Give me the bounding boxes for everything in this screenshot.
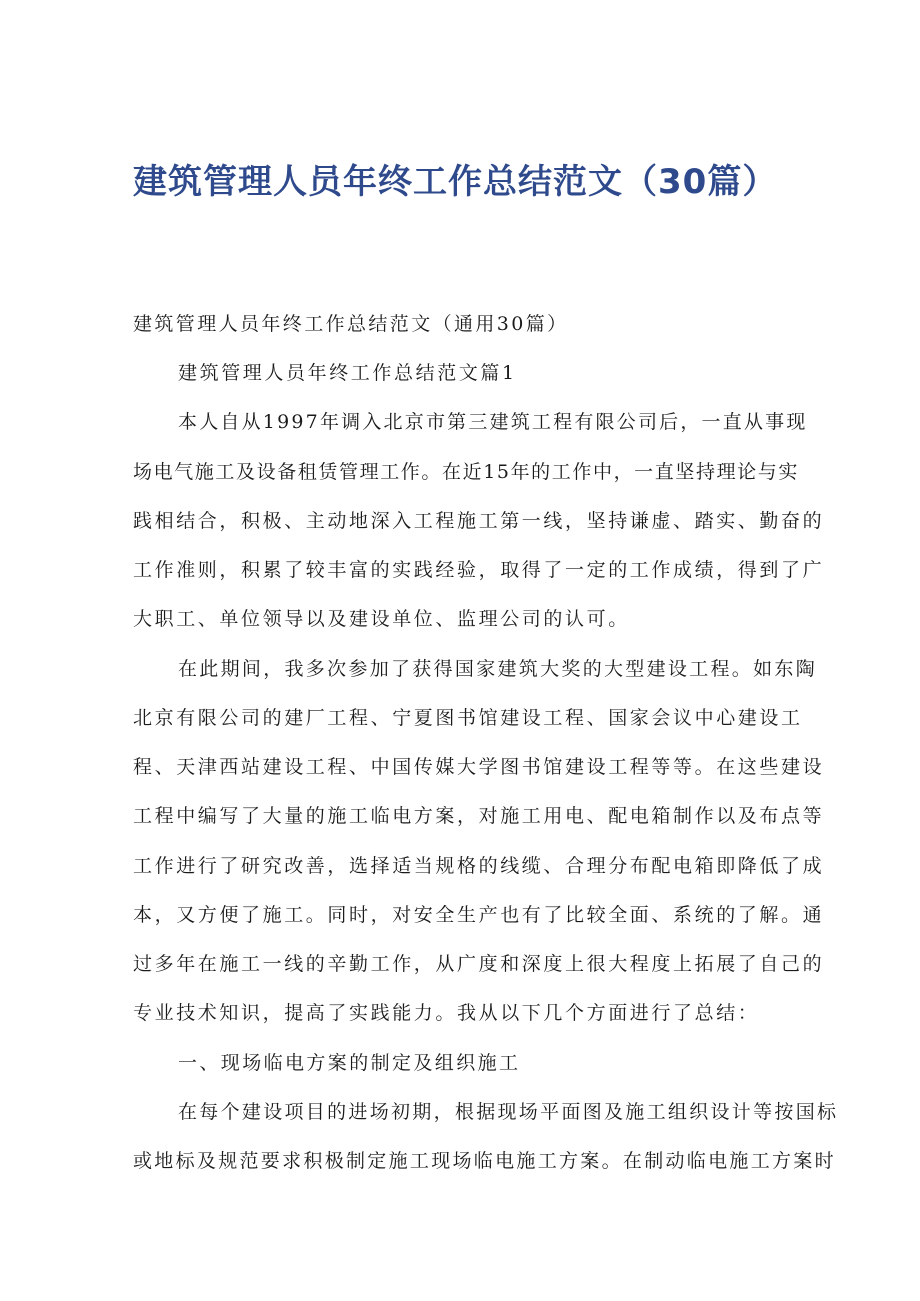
paragraph-line: 过多年在施工一线的辛勤工作，从广度和深度上很大程度上拓展了自己的 — [133, 953, 825, 975]
section-heading: 建筑管理人员年终工作总结范文篇1 — [178, 362, 517, 384]
document-subtitle: 建筑管理人员年终工作总结范文（通用30篇） — [133, 313, 569, 335]
paragraph-line: 工作准则，积累了较丰富的实践经验，取得了一定的工作成绩，得到了广 — [133, 559, 825, 581]
paragraph-line: 大职工、单位领导以及建设单位、监理公司的认可。 — [133, 608, 630, 630]
paragraph-line: 本，又方便了施工。同时，对安全生产也有了比较全面、系统的了解。通 — [133, 904, 825, 926]
paragraph-line: 场电气施工及设备租赁管理工作。在近15年的工作中，一直坚持理论与实 — [133, 461, 799, 483]
paragraph-line: 程、天津西站建设工程、中国传媒大学图书馆建设工程等等。在这些建设 — [133, 756, 825, 778]
paragraph-line: 在此期间，我多次参加了获得国家建筑大奖的大型建设工程。如东陶 — [178, 658, 818, 680]
paragraph-line: 专业技术知识，提高了实践能力。我从以下几个方面进行了总结： — [133, 1002, 760, 1024]
paragraph-line: 本人自从1997年调入北京市第三建筑工程有限公司后，一直从事现 — [178, 411, 808, 433]
paragraph-line: 工程中编写了大量的施工临电方案，对施工用电、配电箱制作以及布点等 — [133, 805, 825, 827]
paragraph-line: 在每个建设项目的进场初期，根据现场平面图及施工组织设计等按国标 — [178, 1101, 839, 1123]
paragraph-line: 工作进行了研究改善，选择适当规格的线缆、合理分布配电箱即降低了成 — [133, 855, 825, 877]
paragraph-line: 北京有限公司的建厂工程、宁夏图书馆建设工程、国家会议中心建设工 — [133, 707, 803, 729]
paragraph-line: 践相结合，积极、主动地深入工程施工第一线，坚持谦虚、踏实、勤奋的 — [133, 510, 825, 532]
paragraph-line: 或地标及规范要求积极制定施工现场临电施工方案。在制动临电施工方案时 — [133, 1150, 836, 1172]
section-subheading: 一、现场临电方案的制定及组织施工 — [178, 1052, 521, 1074]
document-title: 建筑管理人员年终工作总结范文（30篇） — [133, 162, 778, 202]
